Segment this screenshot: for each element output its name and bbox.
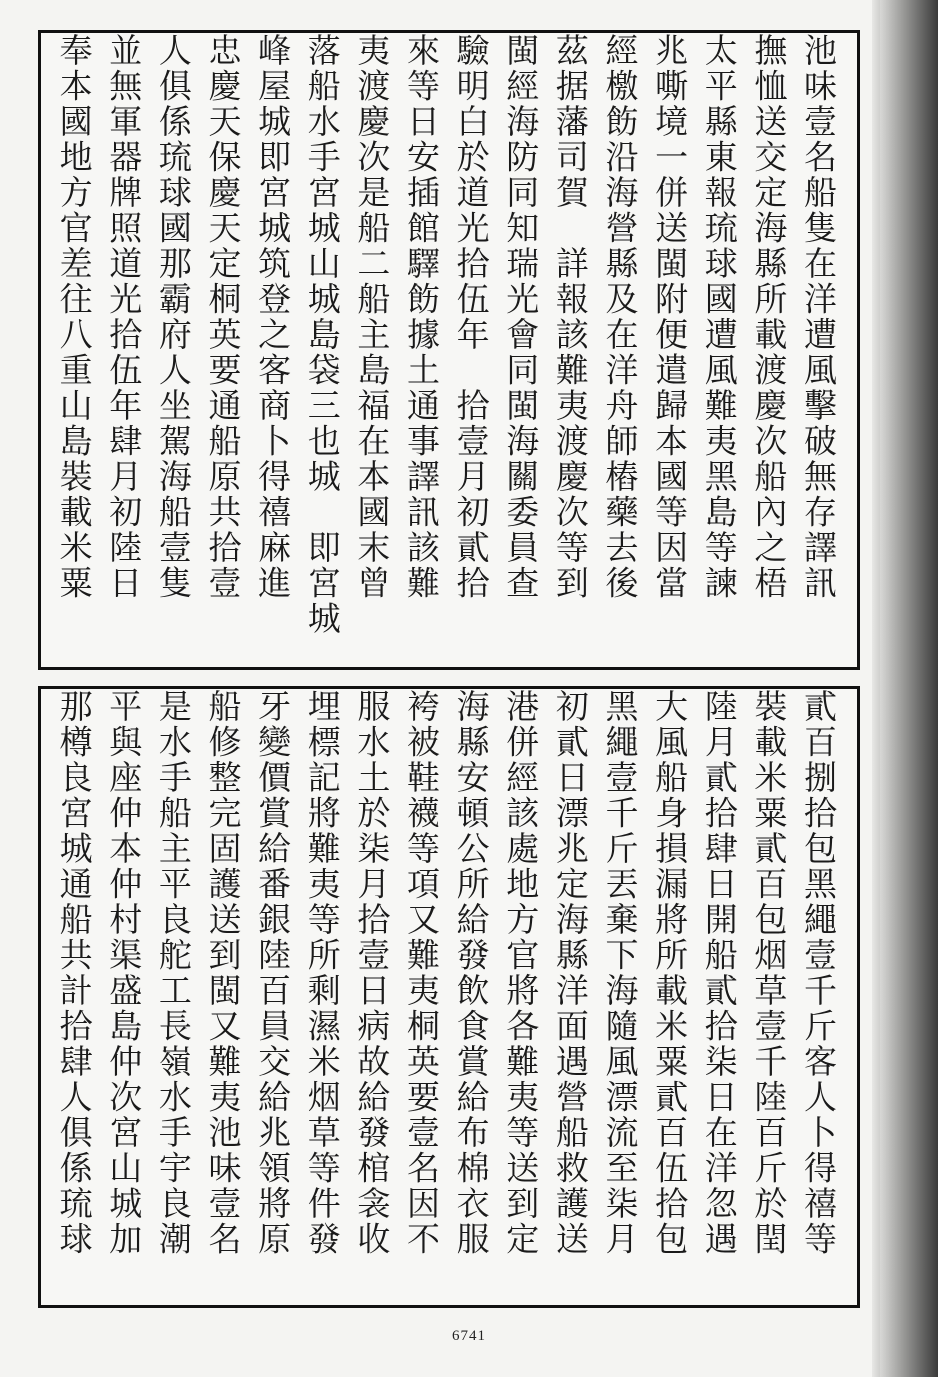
text-column: 平與座仲本仲村渠盛島仲次宮山城加 xyxy=(104,689,144,1257)
text-column: 那樽良宮城通船共計拾肆人俱係琉球 xyxy=(54,689,94,1257)
text-column: 夷渡慶次是船二船主島福在本國末曾 xyxy=(352,33,392,601)
text-column: 來等日安插館驛飭據土通事譯訊該難 xyxy=(402,33,441,601)
text-column: 落船水手宮城山城島袋三也城 即宮城 xyxy=(302,33,342,637)
text-column: 船修整完固護送到閩又難夷池味壹名 xyxy=(203,689,243,1257)
binding-shadow xyxy=(880,0,938,1377)
text-column: 人俱係琉球國那霸府人坐駕海船壹隻 xyxy=(153,33,193,601)
text-column: 經檄飭沿海營縣及在洋舟師樁藥去後 xyxy=(600,33,640,601)
text-column: 服水土於柒月拾壹日病故給發棺衾收 xyxy=(352,689,392,1257)
text-column: 忠慶天保慶天定桐英要通船原共拾壹 xyxy=(203,33,243,601)
text-column: 貳百捌拾包黑繩壹千斤客人卜得禧等 xyxy=(799,689,838,1257)
bottom-columns xyxy=(41,689,857,1305)
text-column: 奉本國地方官差往八重山島裝載米粟 xyxy=(54,33,94,601)
text-column: 池味壹名船隻在洋遭風擊破無存譯訊 xyxy=(799,33,838,601)
text-column: 牙變價賞給番銀陸百員交給兆領將原 xyxy=(253,689,293,1257)
text-column: 是水手船主平良舵工長嶺水手宇良潮 xyxy=(153,689,193,1257)
text-column: 兆嘶境一併送閩附便遣歸本國等因當 xyxy=(650,33,690,601)
page-number: 6741 xyxy=(452,1328,486,1344)
text-column: 閩經海防同知瑞光會同閩海關委員查 xyxy=(501,33,541,601)
text-column: 茲据藩司賀 詳報該難夷渡慶次等到 xyxy=(550,33,590,601)
text-column: 驗明白於道光拾伍年 拾壹月初貳拾 xyxy=(451,33,491,601)
text-column: 海縣安頓公所給發飲食賞給布棉衣服 xyxy=(451,689,491,1257)
text-column: 並無軍器牌照道光拾伍年肆月初陸日 xyxy=(104,33,144,601)
text-column: 陸月貳拾肆日開船貳拾柒日在洋忽遇 xyxy=(699,689,739,1257)
text-column: 峰屋城即宮城筑登之客商卜得禧麻進 xyxy=(253,33,293,601)
text-column: 港併經該處地方官將各難夷等送到定 xyxy=(501,689,541,1257)
text-column: 袴被鞋襪等項又難夷桐英要壹名因不 xyxy=(402,689,441,1257)
text-column: 埋標記將難夷等所剩濕米烟草等件發 xyxy=(302,689,342,1257)
text-column: 撫恤送交定海縣所載渡慶次船內之梧 xyxy=(749,33,789,601)
text-column: 黑繩壹千斤丟棄下海隨風漂流至柒月 xyxy=(600,689,640,1257)
top-columns xyxy=(41,33,857,667)
text-column: 初貳日漂兆定海縣洋面遇營船救護送 xyxy=(550,689,590,1257)
text-column: 裝載米粟貳百包烟草壹千陸百斤於閏 xyxy=(749,689,789,1257)
text-column: 太平縣東報琉球國遭風難夷黑島等諫 xyxy=(699,33,739,601)
top-text-panel xyxy=(38,30,860,670)
bottom-text-panel xyxy=(38,686,860,1308)
text-column: 大風船身損漏將所載米粟貳百伍拾包 xyxy=(650,689,690,1257)
